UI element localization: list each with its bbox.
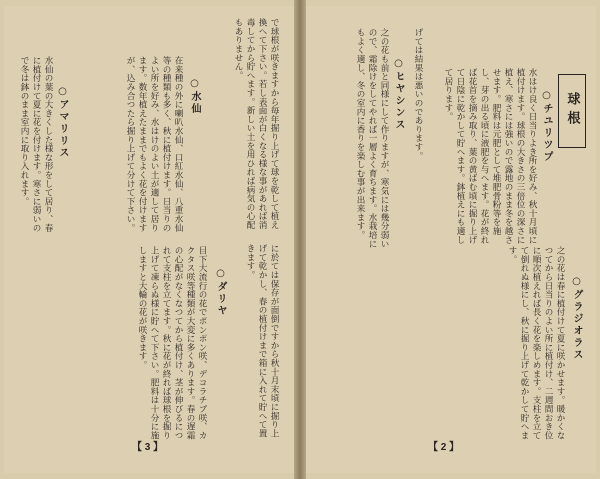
tulip-continuation-text: で球根が咲きますから毎年掘り上げて球を乾して植え換へて下さい。若し表面が白くなる様な事があれば消毒してから貯へます。新しい土を用ひれば病気の心配もありません。 xyxy=(233,18,279,230)
gutter xyxy=(294,0,306,479)
hyacinth-text: 之の花も前と同様にして作りますが、寒気には幾分弱いので、霜除けをしてやれば一層よく育ちます。水栽培にもよく適し、冬の室内に香りを楽しむ事が出来ます。 xyxy=(355,28,389,248)
dahlia-text: 目下大流行の花でポンポン咲、デコラチブ咲、カクタス咲等種類が大変に多くあります。春の遅霜の心配がなくなつてから植付け、茎が伸びるにつれて支柱を立てます。秋に花が終れば球根を掘り上げて凍らぬ様に貯へて下さい。肥料は十分に施しますと大輪の花が咲きます。 xyxy=(137,246,207,440)
amaryllis-text: 水仙の葉の大きくした様な形をして居り、春に植付けて夏に花を付けます。寒さに弱いので冬は鉢のまま室内に取り入れます。 xyxy=(19,56,53,232)
tulip-text: 水はけ良く日当りよき所を好み、秋十月頃に植付けます。球根の大きさの三倍位の深さに植え、寒さには強いので露地のまま冬を越させます。肥料は元肥として堆肥骨粉等を施し、芽の出る頃に液肥を与へます。花が終れば花首を摘み取り、葉の黄ばむ頃に掘り上げて日陰に乾かして貯へます。鉢植えにも適して居ります。 xyxy=(443,68,537,244)
gladiolus-text: 之の花は春に植付けて夏に咲かせます。暖かくなつてから日当りのよい所に植付け、二週間おき位に順次植えれば長く花を楽しめます。支柱を立てて倒れぬ様にし、秋に掘り上げて乾かして貯へます。 xyxy=(507,246,565,440)
gladiolus-heading: ○グラジオラス xyxy=(571,276,582,361)
narcissus-text: 在来種の外に喇叭水仙、口紅水仙、八重水仙等の種類も多く、秋に植付けます。日当りのよい所を好み、水はけのよい土が適して居ります。数年植えたままでもよく花を付けますが、込み合つたら掘り上げて分けて下さい。 xyxy=(125,56,183,232)
page-number-right: 【 2 】 xyxy=(428,442,460,453)
page-3 xyxy=(4,6,294,473)
tulip-heading: ○チユリツプ xyxy=(541,90,552,163)
section-title: 球根 xyxy=(558,74,586,148)
dahlia-heading: ○ダリヤ xyxy=(215,268,226,317)
storage-note-text: に於ては保存が面倒ですから秋十月末頃に掘り上げて乾かし、春の植付けまで箱に入れて貯へて置きます。 xyxy=(245,244,279,438)
page-2 xyxy=(306,6,596,473)
amaryllis-heading: ○アマリリス xyxy=(57,86,68,159)
hyacinth-heading: ○ヒヤシンス xyxy=(393,58,404,131)
page-number-left: 【 3 】 xyxy=(132,442,164,453)
narcissus-heading: ○水仙 xyxy=(189,78,200,115)
intro-end-text: げては結果は悪いのであります。 xyxy=(413,28,423,160)
